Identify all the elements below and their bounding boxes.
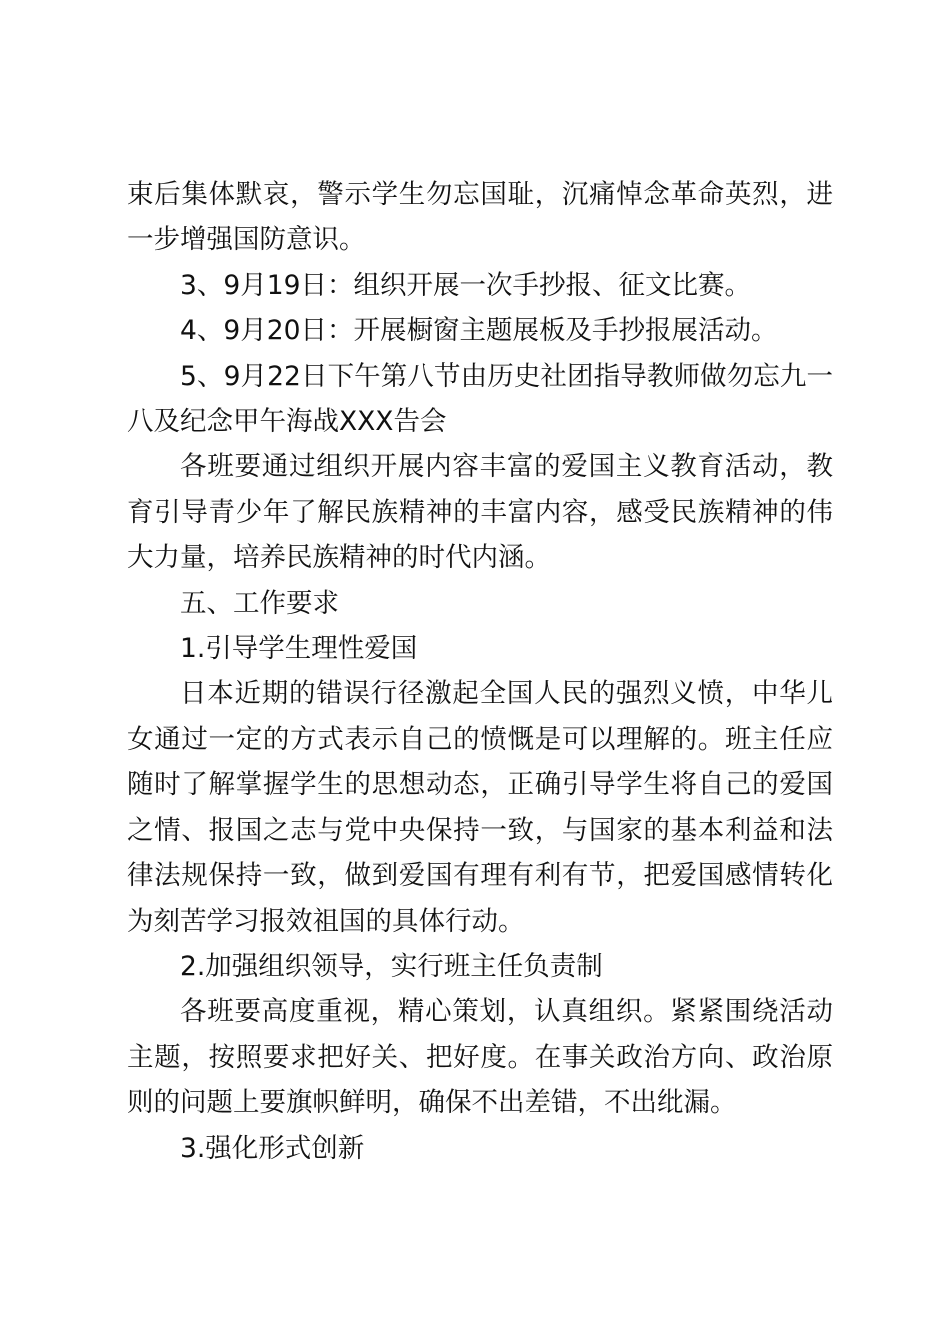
paragraph-class-activities: 各班要通过组织开展内容丰富的爱国主义教育活动，教育引导青少年了解民族精神的丰富内容，感受民族精神的伟大力量，培养民族精神的时代内涵。 (127, 451, 833, 574)
paragraph-item-5: 5、9月22日下午第八节由历史社团指导教师做勿忘九一八及纪念甲午海战XXX告会 (127, 360, 833, 438)
subheading-2: 2.加强组织领导，实行班主任负责制 (180, 950, 603, 982)
paragraph-continuation: 束后集体默哀，警示学生勿忘国耻，沉痛悼念革命英烈，进一步增强国防意识。 (127, 179, 833, 256)
paragraph-organization: 各班要高度重视，精心策划，认真组织。紧紧围绕活动主题，按照要求把好关、把好度。在事关政治方向、政治原则的问题上要旗帜鲜明，确保不出差错，不出纰漏。 (127, 996, 833, 1119)
subheading-3: 3.强化形式创新 (180, 1132, 365, 1164)
section-heading-work-requirements: 五、工作要求 (180, 587, 339, 619)
subheading-1: 1.引导学生理性爱国 (180, 633, 418, 665)
document-body (127, 172, 833, 1171)
paragraph-item-4: 4、9月20日：开展橱窗主题展板及手抄报展活动。 (180, 315, 778, 347)
paragraph-rational-patriotism: 日本近期的错误行径激起全国人民的强烈义愤，中华儿女通过一定的方式表示自己的愤慨是可以理解的。班主任应随时了解掌握学生的思想动态，正确引导学生将自己的爱国之情、报国之志与党中央保持一致，与国家的基本利益和法律法规保持一致，做到爱国有理有利有节，把爱国感情转化为刻苦学习报效祖国的具体行动。 (127, 678, 833, 937)
paragraph-item-3: 3、9月19日：组织开展一次手抄报、征文比赛。 (180, 269, 751, 301)
